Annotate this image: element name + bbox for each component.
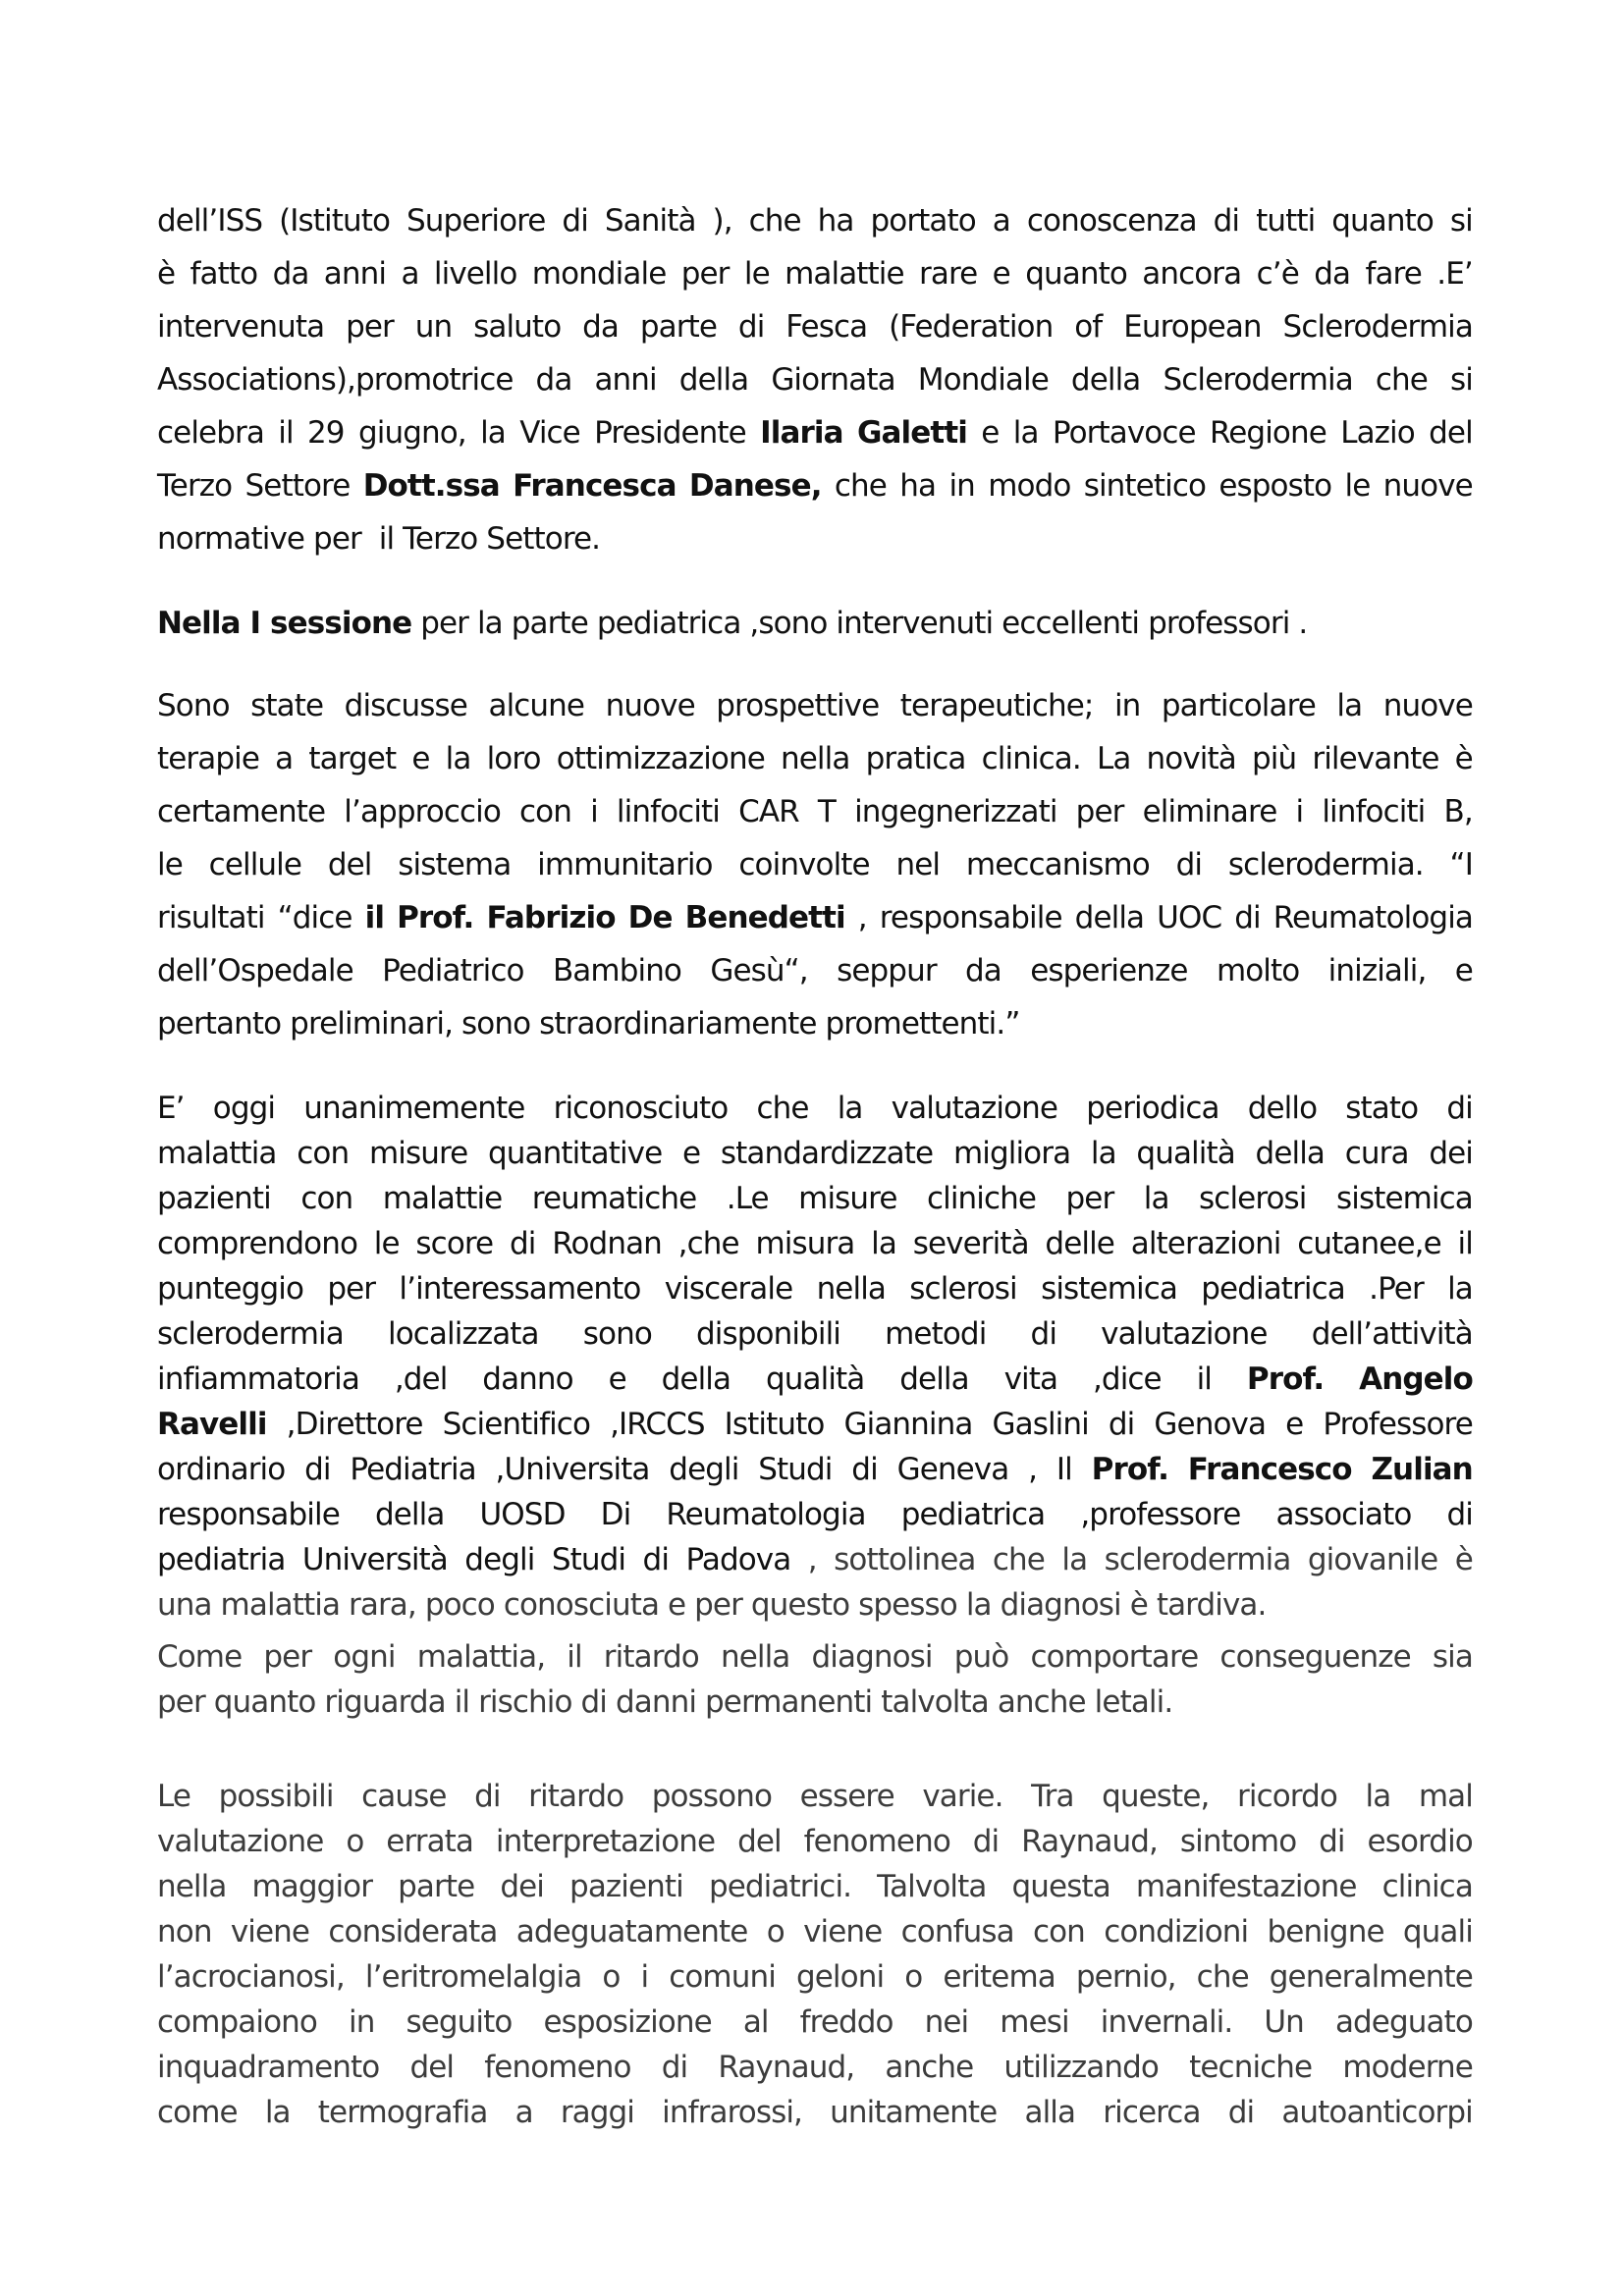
text-line: E’ oggi unanimemente riconosciuto che la valutazione periodica dello stato di — [157, 1091, 1473, 1126]
text-line: responsabile della UOSD Di Reumatologia pediatrica ,professore associato di — [157, 1497, 1473, 1532]
text-line: malattia con misure quantitative e standardizzate migliora la qualità della cura dei — [157, 1136, 1473, 1171]
session-label: Nella I sessione — [157, 606, 412, 641]
paragraph-3 — [157, 679, 1473, 1050]
text-line: nella maggior parte dei pazienti pediatrici. Talvolta questa manifestazione clinica — [157, 1869, 1473, 1904]
text-line: una malattia rara, poco conosciuta e per questo spesso la diagnosi è tardiva. — [157, 1587, 1267, 1623]
text-line: sclerodermia localizzata sono disponibili metodi di valutazione dell’attività — [157, 1316, 1473, 1352]
text-line: Associations),promotrice da anni della Giornata Mondiale della Sclerodermia che si — [157, 362, 1473, 398]
text-line: Come per ogni malattia, il ritardo nella diagnosi può comportare conseguenze sia — [157, 1639, 1473, 1675]
text-line: Ravelli ,Direttore Scientifico ,IRCCS Istituto Giannina Gaslini di Genova e Professore — [157, 1407, 1473, 1442]
text-line: pertanto preliminari, sono straordinariamente promettenti.” — [157, 1006, 1020, 1041]
text-line: ordinario di Pediatria ,Universita degli Studi di Geneva , Il Prof. Francesco Zulian — [157, 1452, 1473, 1487]
text-line: compaiono in seguito esposizione al freddo nei mesi invernali. Un adeguato — [157, 2004, 1473, 2040]
text-line: punteggio per l’interessamento viscerale nella sclerosi sistemica pediatrica .Per la — [157, 1271, 1473, 1307]
text-line: valutazione o errata interpretazione del fenomeno di Raynaud, sintomo di esordio — [157, 1824, 1473, 1859]
text-line: è fatto da anni a livello mondiale per le malattie rare e quanto ancora c’è da fare .E’ — [157, 256, 1473, 292]
paragraph-6 — [157, 1774, 1473, 2135]
text-line: come la termografia a raggi infrarossi, unitamente alla ricerca di autoanticorpi — [157, 2095, 1473, 2130]
text-line: le cellule del sistema immunitario coinvolte nel meccanismo di sclerodermia. “I — [157, 847, 1473, 882]
text-line: normative per il Terzo Settore. — [157, 521, 601, 557]
paragraph-4 — [157, 1086, 1473, 1628]
text-line: per quanto riguarda il rischio di danni permanenti talvolta anche letali. — [157, 1684, 1173, 1720]
paragraph-5 — [157, 1634, 1473, 1725]
text-line: pediatria Università degli Studi di Padova , sottolinea che la sclerodermia giovanile è — [157, 1542, 1473, 1577]
text-line: Le possibili cause di ritardo possono essere varie. Tra queste, ricordo la mal — [157, 1779, 1473, 1814]
text-line: Sono state discusse alcune nuove prospettive terapeutiche; in particolare la nuove — [157, 688, 1473, 723]
text-line: inquadramento del fenomeno di Raynaud, anche utilizzando tecniche moderne — [157, 2050, 1473, 2085]
text-line: non viene considerata adeguatamente o viene confusa con condizioni benigne quali — [157, 1914, 1473, 1949]
text-line: Nella I sessione per la parte pediatrica ,sono intervenuti eccellenti professori . — [157, 606, 1308, 641]
text-line: l’acrocianosi, l’eritromelalgia o i comuni geloni o eritema pernio, che generalmente — [157, 1959, 1473, 1995]
text-line: dell’ISS (Istituto Superiore di Sanità ), che ha portato a conoscenza di tutti quanto si — [157, 203, 1473, 239]
paragraph-2 — [157, 597, 1473, 650]
text-line: risultati “dice il Prof. Fabrizio De Benedetti , responsabile della UOC di Reumatologia — [157, 900, 1473, 935]
text-line: Terzo Settore Dott.ssa Francesca Danese, che ha in modo sintetico esposto le nuove — [157, 468, 1473, 504]
text-line: dell’Ospedale Pediatrico Bambino Gesù“, seppur da esperienze molto iniziali, e — [157, 953, 1473, 988]
text-line: intervenuta per un saluto da parte di Fesca (Federation of European Sclerodermia — [157, 309, 1473, 345]
text-line: comprendono le score di Rodnan ,che misura la severità delle alterazioni cutanee,e il — [157, 1226, 1473, 1261]
text-line: terapie a target e la loro ottimizzazione nella pratica clinica. La novità più rilevante è — [157, 741, 1473, 776]
text-line: celebra il 29 giugno, la Vice Presidente Ilaria Galetti e la Portavoce Regione Lazio del — [157, 415, 1473, 451]
text-line: infiammatoria ,del danno e della qualità della vita ,dice il Prof. Angelo — [157, 1362, 1473, 1397]
paragraph-1 — [157, 194, 1473, 565]
text-line: certamente l’approccio con i linfociti CAR T ingegnerizzati per eliminare i linfociti B, — [157, 794, 1473, 829]
text-line: pazienti con malattie reumatiche .Le misure cliniche per la sclerosi sistemica — [157, 1181, 1473, 1216]
